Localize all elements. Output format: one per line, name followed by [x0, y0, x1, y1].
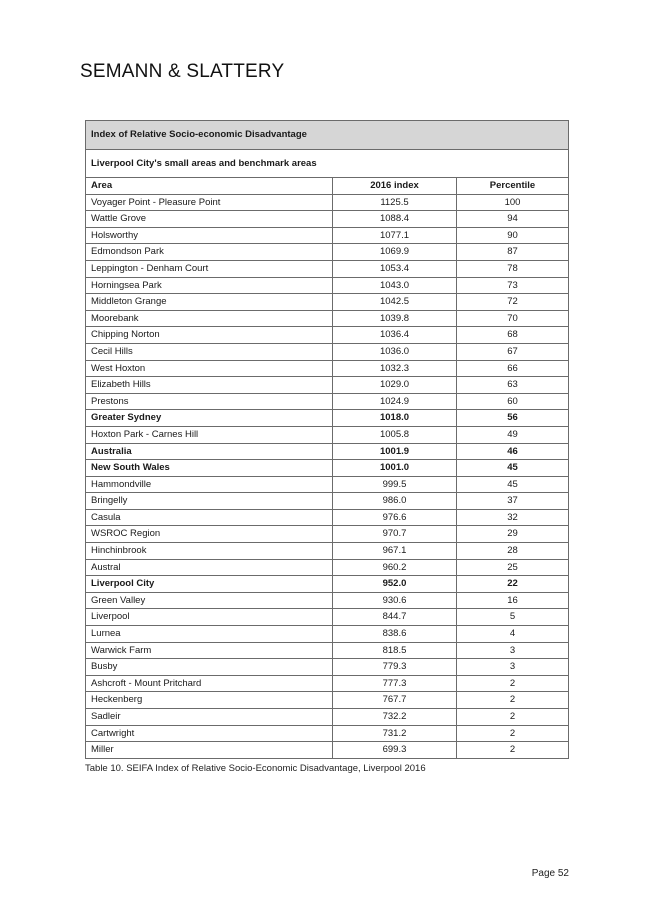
percentile-cell: 2: [457, 675, 569, 692]
area-cell: Prestons: [86, 393, 333, 410]
table-row: [86, 725, 569, 742]
index-cell: 1032.3: [333, 360, 457, 377]
table-row: [86, 277, 569, 294]
percentile-cell: 87: [457, 244, 569, 261]
index-cell: 1001.0: [333, 460, 457, 477]
percentile-cell: 67: [457, 343, 569, 360]
area-cell: West Hoxton: [86, 360, 333, 377]
area-cell: Horningsea Park: [86, 277, 333, 294]
index-cell: 999.5: [333, 476, 457, 493]
table-row: [86, 659, 569, 676]
index-cell: 986.0: [333, 493, 457, 510]
index-cell: 1043.0: [333, 277, 457, 294]
table-row: [86, 343, 569, 360]
index-cell: 1024.9: [333, 393, 457, 410]
index-cell: 1039.8: [333, 310, 457, 327]
index-cell: 699.3: [333, 742, 457, 759]
index-cell: 1088.4: [333, 211, 457, 228]
table-row: [86, 742, 569, 759]
index-cell: 1001.9: [333, 443, 457, 460]
area-cell: Wattle Grove: [86, 211, 333, 228]
table-row: [86, 194, 569, 211]
table-title: Index of Relative Socio-economic Disadvantage: [86, 121, 569, 150]
index-cell: 1042.5: [333, 294, 457, 311]
table-row: [86, 443, 569, 460]
percentile-cell: 5: [457, 609, 569, 626]
index-cell: 1029.0: [333, 377, 457, 394]
percentile-cell: 2: [457, 742, 569, 759]
percentile-cell: 94: [457, 211, 569, 228]
area-cell: Cecil Hills: [86, 343, 333, 360]
company-logo: SEMANN & SLATTERY: [80, 61, 285, 82]
area-cell: Leppington - Denham Court: [86, 260, 333, 277]
area-cell: Liverpool: [86, 609, 333, 626]
percentile-cell: 29: [457, 526, 569, 543]
table-subtitle-row: [86, 150, 569, 178]
area-cell: Cartwright: [86, 725, 333, 742]
area-cell: Sadleir: [86, 709, 333, 726]
percentile-cell: 68: [457, 327, 569, 344]
index-cell: 952.0: [333, 576, 457, 593]
percentile-cell: 73: [457, 277, 569, 294]
percentile-cell: 45: [457, 476, 569, 493]
index-cell: 844.7: [333, 609, 457, 626]
table-row: [86, 294, 569, 311]
area-cell: Hoxton Park - Carnes Hill: [86, 426, 333, 443]
column-header-index: 2016 index: [333, 178, 457, 195]
percentile-cell: 4: [457, 626, 569, 643]
table-row: [86, 526, 569, 543]
percentile-cell: 22: [457, 576, 569, 593]
area-cell: Heckenberg: [86, 692, 333, 709]
table-row: [86, 360, 569, 377]
index-cell: 1069.9: [333, 244, 457, 261]
table-row: [86, 393, 569, 410]
index-cell: 777.3: [333, 675, 457, 692]
table-header-row: [86, 178, 569, 195]
percentile-cell: 56: [457, 410, 569, 427]
percentile-cell: 3: [457, 659, 569, 676]
percentile-cell: 2: [457, 725, 569, 742]
table-row: [86, 692, 569, 709]
index-cell: 976.6: [333, 509, 457, 526]
area-cell: Voyager Point - Pleasure Point: [86, 194, 333, 211]
area-cell: Middleton Grange: [86, 294, 333, 311]
column-header-area: Area: [86, 178, 333, 195]
area-cell: Liverpool City: [86, 576, 333, 593]
percentile-cell: 63: [457, 377, 569, 394]
percentile-cell: 37: [457, 493, 569, 510]
index-cell: 970.7: [333, 526, 457, 543]
table-caption: Table 10. SEIFA Index of Relative Socio-Economic Disadvantage, Liverpool 2016: [85, 763, 426, 774]
area-cell: Hammondville: [86, 476, 333, 493]
percentile-cell: 49: [457, 426, 569, 443]
index-cell: 1036.4: [333, 327, 457, 344]
index-cell: 1036.0: [333, 343, 457, 360]
area-cell: WSROC Region: [86, 526, 333, 543]
area-cell: Busby: [86, 659, 333, 676]
table-title-row: [86, 121, 569, 150]
table-row: [86, 260, 569, 277]
index-cell: 1053.4: [333, 260, 457, 277]
table-row: [86, 410, 569, 427]
table-row: [86, 426, 569, 443]
table-row: [86, 377, 569, 394]
percentile-cell: 2: [457, 709, 569, 726]
table-row: [86, 493, 569, 510]
table-row: [86, 460, 569, 477]
percentile-cell: 78: [457, 260, 569, 277]
table-row: [86, 244, 569, 261]
table-row: [86, 559, 569, 576]
percentile-cell: 90: [457, 227, 569, 244]
area-cell: Casula: [86, 509, 333, 526]
table-row: [86, 626, 569, 643]
area-cell: Hinchinbrook: [86, 543, 333, 560]
seifa-table: [85, 120, 569, 759]
table-row: [86, 509, 569, 526]
table-row: [86, 310, 569, 327]
index-cell: 732.2: [333, 709, 457, 726]
table-row: [86, 709, 569, 726]
index-cell: 1077.1: [333, 227, 457, 244]
percentile-cell: 100: [457, 194, 569, 211]
percentile-cell: 3: [457, 642, 569, 659]
page-number: Page 52: [531, 868, 569, 879]
area-cell: New South Wales: [86, 460, 333, 477]
table-row: [86, 576, 569, 593]
table-row: [86, 227, 569, 244]
area-cell: Miller: [86, 742, 333, 759]
percentile-cell: 60: [457, 393, 569, 410]
percentile-cell: 32: [457, 509, 569, 526]
percentile-cell: 46: [457, 443, 569, 460]
table-row: [86, 543, 569, 560]
index-cell: 731.2: [333, 725, 457, 742]
area-cell: Moorebank: [86, 310, 333, 327]
percentile-cell: 72: [457, 294, 569, 311]
index-cell: 1005.8: [333, 426, 457, 443]
percentile-cell: 28: [457, 543, 569, 560]
percentile-cell: 16: [457, 592, 569, 609]
index-cell: 1018.0: [333, 410, 457, 427]
area-cell: Australia: [86, 443, 333, 460]
percentile-cell: 45: [457, 460, 569, 477]
index-cell: 818.5: [333, 642, 457, 659]
area-cell: Ashcroft - Mount Pritchard: [86, 675, 333, 692]
area-cell: Lurnea: [86, 626, 333, 643]
area-cell: Edmondson Park: [86, 244, 333, 261]
index-cell: 779.3: [333, 659, 457, 676]
index-cell: 1125.5: [333, 194, 457, 211]
table-subtitle: Liverpool City's small areas and benchmark areas: [86, 150, 569, 178]
table-row: [86, 609, 569, 626]
percentile-cell: 25: [457, 559, 569, 576]
table-row: [86, 642, 569, 659]
area-cell: Elizabeth Hills: [86, 377, 333, 394]
index-cell: 960.2: [333, 559, 457, 576]
percentile-cell: 2: [457, 692, 569, 709]
table-row: [86, 476, 569, 493]
area-cell: Chipping Norton: [86, 327, 333, 344]
area-cell: Holsworthy: [86, 227, 333, 244]
index-cell: 930.6: [333, 592, 457, 609]
index-cell: 967.1: [333, 543, 457, 560]
area-cell: Green Valley: [86, 592, 333, 609]
percentile-cell: 66: [457, 360, 569, 377]
table-row: [86, 592, 569, 609]
area-cell: Bringelly: [86, 493, 333, 510]
area-cell: Warwick Farm: [86, 642, 333, 659]
table-row: [86, 211, 569, 228]
table-row: [86, 675, 569, 692]
column-header-percentile: Percentile: [457, 178, 569, 195]
index-cell: 767.7: [333, 692, 457, 709]
percentile-cell: 70: [457, 310, 569, 327]
seifa-table-container: [85, 120, 568, 759]
table-row: [86, 327, 569, 344]
index-cell: 838.6: [333, 626, 457, 643]
area-cell: Austral: [86, 559, 333, 576]
area-cell: Greater Sydney: [86, 410, 333, 427]
